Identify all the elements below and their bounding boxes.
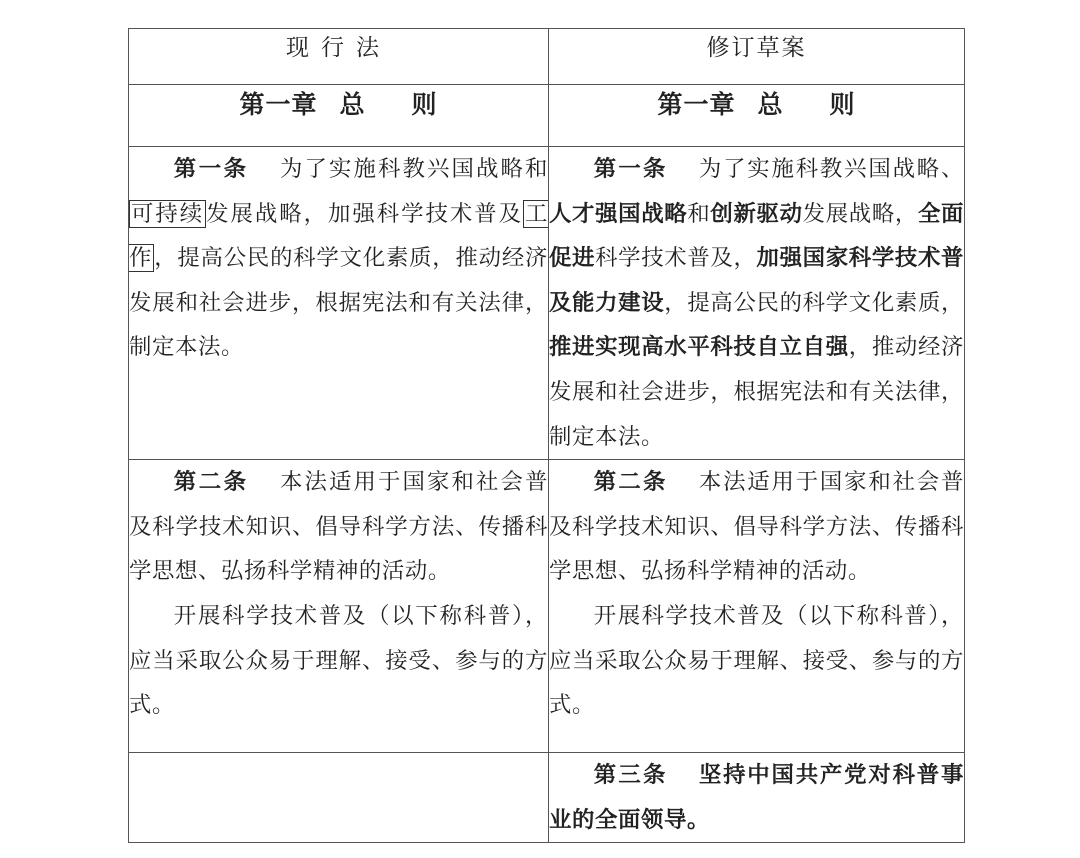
article-3-draft-cell: [549, 753, 965, 843]
article-label: 第一条: [173, 156, 249, 182]
article-1-row: [129, 147, 965, 460]
article-label: 第一条: [593, 156, 668, 182]
boxed-term: 工作: [129, 200, 548, 272]
article-3-row: [129, 753, 965, 843]
article-3-current-cell-empty: [129, 753, 549, 843]
amended-phrase: 人才强国战略: [549, 200, 688, 227]
column-header-revision-draft: 修订草案: [549, 29, 965, 85]
article-2-current-para-2: 开展科学技术普及（以下称科普），应当采取公众易于理解、接受、参与的方式。: [129, 602, 548, 719]
amended-phrase: 全面促进: [549, 200, 965, 272]
article-label: 第三条: [593, 762, 668, 789]
article-1-current-text: 第一条 为了实施科教兴国战略和可持续发展战略，加强科学技术普及工作，提高公民的科学文化素质，推动经济发展和社会进步，根据宪法和有关法律，制定本法。: [129, 156, 548, 361]
article-1-draft-cell: [549, 147, 965, 460]
boxed-term: 可持续: [131, 200, 205, 227]
article-2-draft-cell: [549, 460, 965, 753]
amended-phrase: 推进实现高水平科技自立自强: [549, 334, 849, 361]
article-1-draft-text: 第一条 为了实施科教兴国战略、人才强国战略和创新驱动发展战略，全面促进科学技术普及，加强国家科学技术普及能力建设，提高公民的科学文化素质，推进实现高水平科技自立自强，推动经济发展和社会进步，根据宪法和有关法律，制定本法。: [549, 156, 965, 450]
chapter-heading-current: 第一章 总 则: [129, 85, 549, 147]
chapter-heading-draft: 第一章 总 则: [549, 85, 965, 147]
article-2-current-para-1: 第二条 本法适用于国家和社会普及科学技术知识、倡导科学方法、传播科学思想、弘扬科学精神的活动。: [129, 469, 548, 585]
column-header-current-law: 现行法: [129, 29, 549, 85]
article-label: 第二条: [173, 469, 249, 496]
law-comparison-table: [128, 28, 965, 843]
chapter-row: [129, 85, 965, 147]
header-row: [129, 29, 965, 85]
article-label: 第二条: [593, 469, 668, 496]
article-3-draft-text: 第三条 坚持中国共产党对科普事业的全面领导。: [549, 762, 964, 833]
article-2-draft-para-1: 第二条 本法适用于国家和社会普及科学技术知识、倡导科学方法、传播科学思想、弘扬科学精神的活动。: [549, 469, 964, 585]
article-1-current-cell: [129, 147, 549, 460]
article-2-row: [129, 460, 965, 753]
article-2-current-cell: [129, 460, 549, 753]
amended-phrase: 创新驱动: [710, 200, 803, 227]
article-2-draft-para-2: 开展科学技术普及（以下称科普），应当采取公众易于理解、接受、参与的方式。: [549, 602, 964, 719]
amended-phrase: 加强国家科学技术普及能力建设: [549, 245, 965, 316]
